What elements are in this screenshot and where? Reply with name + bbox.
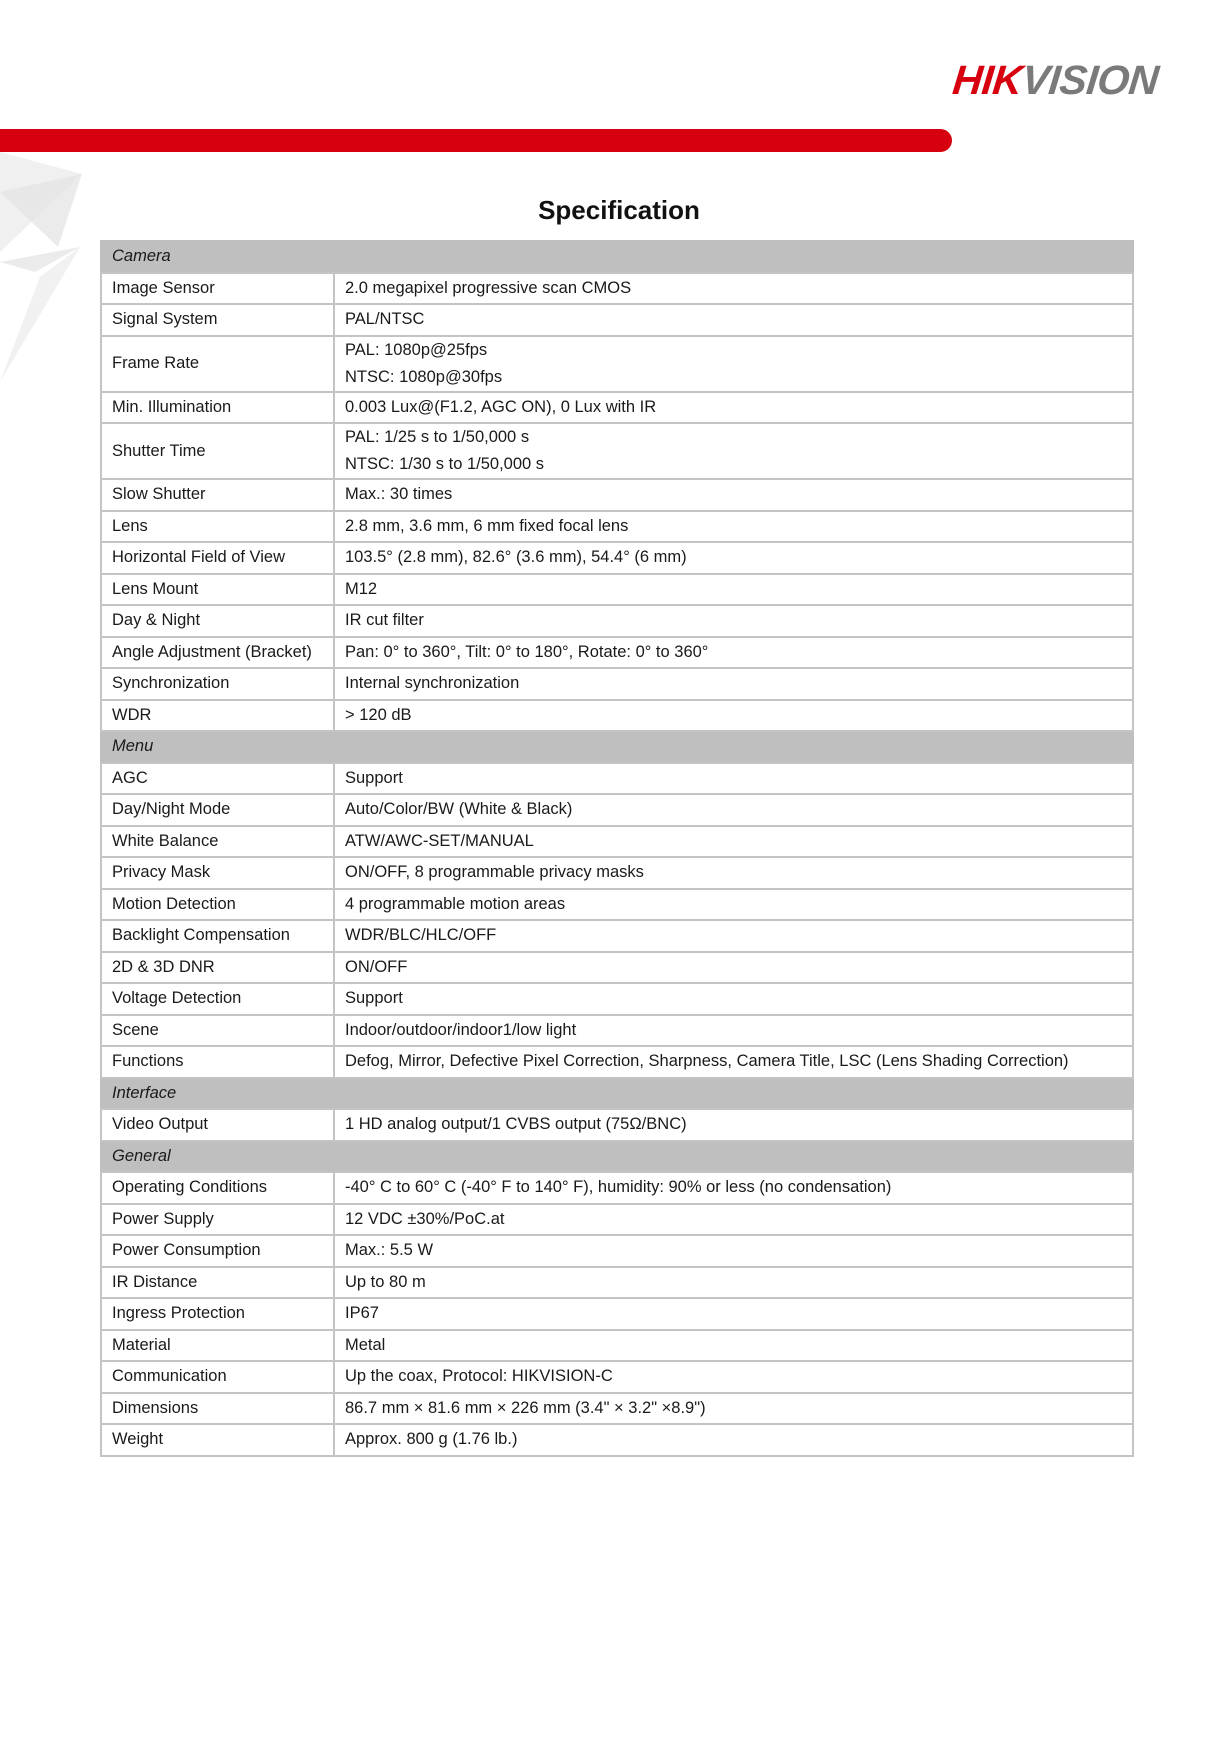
spec-row <box>101 668 1133 700</box>
spec-label: Lens Mount <box>101 574 334 606</box>
spec-value <box>334 1361 1133 1393</box>
section-header-general <box>101 1141 1133 1173</box>
spec-value-line: Max.: 5.5 W <box>345 1241 434 1260</box>
spec-label: IR Distance <box>101 1267 334 1299</box>
spec-row <box>101 1330 1133 1362</box>
spec-value-line: Approx. 800 g (1.76 lb.) <box>345 1430 518 1449</box>
header-red-bar <box>0 129 952 152</box>
spec-label: Frame Rate <box>101 336 334 392</box>
spec-label: Video Output <box>101 1109 334 1141</box>
spec-row <box>101 1361 1133 1393</box>
spec-value <box>334 952 1133 984</box>
spec-row <box>101 336 1133 392</box>
spec-value <box>334 1235 1133 1267</box>
spec-value <box>334 826 1133 858</box>
spec-label: Image Sensor <box>101 273 334 305</box>
spec-value <box>334 857 1133 889</box>
section-title: General <box>101 1141 1133 1173</box>
spec-value-line: Internal synchronization <box>345 674 520 693</box>
spec-value <box>334 794 1133 826</box>
spec-value <box>334 637 1133 669</box>
hikvision-logo <box>951 58 1161 102</box>
spec-label: Power Supply <box>101 1204 334 1236</box>
spec-value <box>334 1330 1133 1362</box>
spec-row <box>101 1172 1133 1204</box>
specification-table <box>100 240 1134 1457</box>
spec-value <box>334 1046 1133 1078</box>
spec-label: Lens <box>101 511 334 543</box>
spec-row <box>101 637 1133 669</box>
logo-hik-text: HIK <box>950 57 1025 103</box>
spec-label: Min. Illumination <box>101 392 334 424</box>
spec-row <box>101 1267 1133 1299</box>
spec-row <box>101 1204 1133 1236</box>
spec-row <box>101 1015 1133 1047</box>
spec-label: Shutter Time <box>101 423 334 479</box>
spec-label: Dimensions <box>101 1393 334 1425</box>
spec-value-line: ON/OFF, 8 programmable privacy masks <box>345 863 644 882</box>
spec-value <box>334 423 1133 479</box>
spec-row <box>101 857 1133 889</box>
spec-label: Material <box>101 1330 334 1362</box>
spec-value <box>334 889 1133 921</box>
spec-label: Horizontal Field of View <box>101 542 334 574</box>
spec-value-line: WDR/BLC/HLC/OFF <box>345 926 497 945</box>
spec-value-line: 2.0 megapixel progressive scan CMOS <box>345 278 632 297</box>
spec-label: Angle Adjustment (Bracket) <box>101 637 334 669</box>
spec-value <box>334 1172 1133 1204</box>
spec-row <box>101 511 1133 543</box>
spec-label: AGC <box>101 763 334 795</box>
spec-label: Motion Detection <box>101 889 334 921</box>
spec-row <box>101 605 1133 637</box>
spec-value <box>334 392 1133 424</box>
spec-label: Ingress Protection <box>101 1298 334 1330</box>
spec-label: Slow Shutter <box>101 479 334 511</box>
spec-row <box>101 423 1133 479</box>
page-title: Specification <box>538 195 700 225</box>
spec-value-line: ON/OFF <box>345 957 408 976</box>
spec-value-line: -40° C to 60° C (-40° F to 140° F), humidity: 90% or less (no condensation) <box>345 1178 892 1197</box>
spec-row <box>101 826 1133 858</box>
spec-label: WDR <box>101 700 334 732</box>
spec-value <box>334 668 1133 700</box>
spec-row <box>101 794 1133 826</box>
spec-row <box>101 1298 1133 1330</box>
spec-value-line: Up to 80 m <box>345 1272 426 1291</box>
spec-value-line: > 120 dB <box>345 705 412 724</box>
spec-value-line: M12 <box>345 579 378 598</box>
section-header-camera <box>101 241 1133 273</box>
section-header-menu <box>101 731 1133 763</box>
spec-value-line: 0.003 Lux@(F1.2, AGC ON), 0 Lux with IR <box>345 397 657 416</box>
spec-label: Power Consumption <box>101 1235 334 1267</box>
spec-value-line: NTSC: 1080p@30fps <box>345 367 503 386</box>
spec-row <box>101 273 1133 305</box>
spec-value-line: Auto/Color/BW (White & Black) <box>345 800 573 819</box>
spec-value <box>334 1015 1133 1047</box>
section-header-interface <box>101 1078 1133 1110</box>
spec-row <box>101 889 1133 921</box>
spec-value-line: PAL: 1080p@25fps <box>345 340 488 359</box>
spec-row <box>101 1393 1133 1425</box>
spec-value-line: Metal <box>345 1335 386 1354</box>
spec-value-line: IP67 <box>345 1304 379 1323</box>
spec-row <box>101 574 1133 606</box>
spec-value-line: Pan: 0° to 360°, Tilt: 0° to 180°, Rotate: 0° to 360° <box>345 642 709 661</box>
spec-row <box>101 1109 1133 1141</box>
spec-value <box>334 273 1133 305</box>
spec-row <box>101 542 1133 574</box>
spec-row <box>101 392 1133 424</box>
spec-row <box>101 920 1133 952</box>
spec-label: Communication <box>101 1361 334 1393</box>
spec-label: Privacy Mask <box>101 857 334 889</box>
spec-label: 2D & 3D DNR <box>101 952 334 984</box>
spec-value-line: 12 VDC ±30%/PoC.at <box>345 1209 505 1228</box>
spec-value <box>334 336 1133 392</box>
spec-value-line: ATW/AWC-SET/MANUAL <box>345 831 534 850</box>
spec-value <box>334 1393 1133 1425</box>
spec-value-line: Support <box>345 989 403 1008</box>
spec-label: Synchronization <box>101 668 334 700</box>
spec-label: Voltage Detection <box>101 983 334 1015</box>
spec-label: Scene <box>101 1015 334 1047</box>
spec-value-line: Indoor/outdoor/indoor1/low light <box>345 1020 577 1039</box>
spec-value-line: 2.8 mm, 3.6 mm, 6 mm fixed focal lens <box>345 516 629 535</box>
spec-value-line: Up the coax, Protocol: HIKVISION-C <box>345 1367 613 1386</box>
spec-row <box>101 700 1133 732</box>
spec-value-line: 4 programmable motion areas <box>345 894 566 913</box>
spec-value <box>334 542 1133 574</box>
spec-row <box>101 763 1133 795</box>
spec-value-line: Max.: 30 times <box>345 485 453 504</box>
spec-value-line: 103.5° (2.8 mm), 82.6° (3.6 mm), 54.4° (6 mm) <box>345 548 687 567</box>
spec-value <box>334 605 1133 637</box>
spec-label: White Balance <box>101 826 334 858</box>
spec-value <box>334 511 1133 543</box>
spec-value-line: PAL: 1/25 s to 1/50,000 s <box>345 428 530 446</box>
spec-value-line: Support <box>345 768 403 787</box>
spec-row <box>101 304 1133 336</box>
section-title: Menu <box>101 731 1133 763</box>
spec-value <box>334 1298 1133 1330</box>
logo-vision-text: VISION <box>1019 57 1161 103</box>
section-title: Camera <box>101 241 1133 273</box>
spec-value <box>334 574 1133 606</box>
spec-label: Day/Night Mode <box>101 794 334 826</box>
spec-label: Operating Conditions <box>101 1172 334 1204</box>
spec-value <box>334 1109 1133 1141</box>
spec-row <box>101 1235 1133 1267</box>
spec-row <box>101 479 1133 511</box>
spec-value-line: Defog, Mirror, Defective Pixel Correction, Sharpness, Camera Title, LSC (Lens Shading Correction) <box>345 1052 1069 1071</box>
spec-row <box>101 983 1133 1015</box>
spec-label: Backlight Compensation <box>101 920 334 952</box>
spec-value-line: NTSC: 1/30 s to 1/50,000 s <box>345 455 545 473</box>
section-title: Interface <box>101 1078 1133 1110</box>
spec-value-line: IR cut filter <box>345 611 424 630</box>
spec-value <box>334 700 1133 732</box>
spec-label: Signal System <box>101 304 334 336</box>
spec-value <box>334 304 1133 336</box>
spec-row <box>101 1424 1133 1456</box>
spec-value <box>334 763 1133 795</box>
spec-value <box>334 1204 1133 1236</box>
spec-value <box>334 1267 1133 1299</box>
spec-value <box>334 983 1133 1015</box>
spec-value-line: 86.7 mm × 81.6 mm × 226 mm (3.4" × 3.2" ×8.9") <box>345 1398 706 1417</box>
spec-value-line: PAL/NTSC <box>345 310 425 329</box>
spec-row <box>101 1046 1133 1078</box>
spec-row <box>101 952 1133 984</box>
spec-value <box>334 1424 1133 1456</box>
watermark-star-shape <box>0 152 90 402</box>
spec-value <box>334 479 1133 511</box>
spec-label: Weight <box>101 1424 334 1456</box>
spec-value-line: 1 HD analog output/1 CVBS output (75Ω/BNC) <box>345 1115 687 1134</box>
spec-label: Day & Night <box>101 605 334 637</box>
spec-value <box>334 920 1133 952</box>
spec-label: Functions <box>101 1046 334 1078</box>
